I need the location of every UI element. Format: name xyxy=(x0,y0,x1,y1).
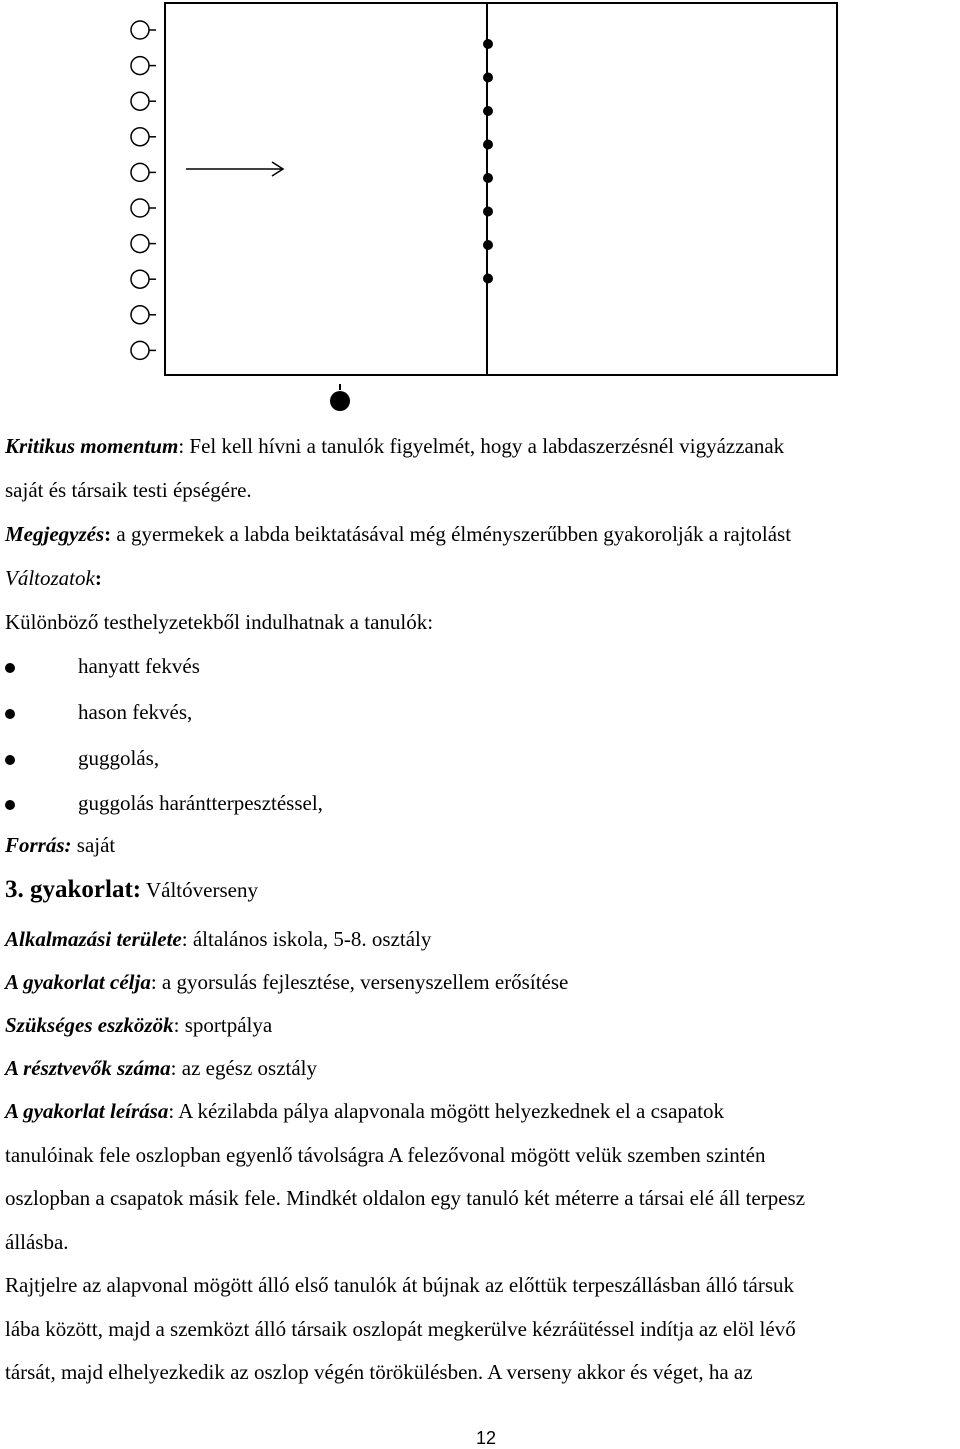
source-text: saját xyxy=(71,833,116,857)
note-text: a gyermekek a labda beiktatásával még élményszerűbben gyakorolják a rajtolást xyxy=(111,522,792,546)
source-label: Forrás: xyxy=(5,833,72,857)
left-player-marker xyxy=(131,306,156,324)
right-player-marker xyxy=(483,106,493,116)
variant-item: guggolás harántterpesztéssel, xyxy=(78,791,323,815)
left-player-marker xyxy=(131,163,156,181)
area-label: Alkalmazási területe xyxy=(5,927,182,951)
variants-intro: Különböző testhelyzetekből indulhatnak a tanulók: xyxy=(5,610,434,634)
bullet-icon xyxy=(5,755,15,765)
left-player-marker xyxy=(131,128,156,146)
variants-label: Változatok xyxy=(5,566,95,590)
left-player-marker xyxy=(131,199,156,217)
note-colon: : xyxy=(104,522,112,546)
source-line xyxy=(5,833,115,858)
right-player-marker xyxy=(483,240,493,250)
left-player-marker xyxy=(131,270,156,288)
paragraph-2-line-3: társát, majd elhelyezkedik az oszlop végén törökülésben. A verseny akkor és véget, ha az xyxy=(5,1360,753,1384)
description-line-1 xyxy=(5,1099,724,1124)
paragraph-2-line-1: Rajtjelre az alapvonal mögött álló első tanulók át bújnak az előttük terpeszállásban álló társuk xyxy=(5,1273,794,1297)
exercise-title: Váltóverseny xyxy=(141,878,258,902)
starter-player xyxy=(330,384,350,411)
note-line xyxy=(5,522,791,547)
left-player-marker xyxy=(131,21,156,39)
note-label: Megjegyzés xyxy=(5,522,105,546)
exercise-number: 3. gyakorlat: xyxy=(5,876,142,903)
field-diagram xyxy=(0,0,960,420)
right-player-marker xyxy=(483,173,493,183)
bullet-icon xyxy=(5,709,15,719)
left-player-marker xyxy=(131,92,156,110)
description-line-4: állásba. xyxy=(5,1230,69,1254)
right-player-marker xyxy=(483,39,493,49)
exercise-heading xyxy=(5,876,258,904)
participants-label: A résztvevők száma xyxy=(5,1056,171,1080)
bullet-icon xyxy=(5,663,15,673)
left-player-marker xyxy=(131,57,156,75)
critical-text-1: : Fel kell hívni a tanulók figyelmét, hogy a labdaszerzésnél vigyázzanak xyxy=(178,434,785,458)
variant-item: hanyatt fekvés xyxy=(78,654,200,678)
variants-heading xyxy=(5,566,102,591)
right-player-marker xyxy=(483,274,493,284)
bullet-icon xyxy=(5,800,15,810)
arrow-right-icon xyxy=(186,162,283,176)
critical-label: Kritikus momentum xyxy=(5,434,179,458)
tools-text: : sportpálya xyxy=(173,1013,273,1037)
field-boundary xyxy=(165,3,837,375)
goal-label: A gyakorlat célja xyxy=(5,970,151,994)
tools-label: Szükséges eszközök xyxy=(5,1013,174,1037)
description-text-1: : A kézilabda pálya alapvonala mögött helyezkednek el a csapatok xyxy=(168,1099,725,1123)
paragraph-2-line-2: lába között, majd a szemközt álló társaik oszlopát megkerülve kézráütéssel indítja az elöl lévő xyxy=(5,1317,796,1341)
description-line-3: oszlopban a csapatok másik fele. Mindkét oldalon egy tanuló két méterre a társai elé áll terpesz xyxy=(5,1186,806,1210)
participants-text: : az egész osztály xyxy=(170,1056,318,1080)
goal-text: : a gyorsulás fejlesztése, versenyszellem erősítése xyxy=(150,970,569,994)
left-player-column xyxy=(131,21,156,359)
variant-item: guggolás, xyxy=(78,746,160,770)
area-line xyxy=(5,927,431,952)
area-text: : általános iskola, 5-8. osztály xyxy=(181,927,432,951)
left-player-marker xyxy=(131,235,156,253)
variants-colon: : xyxy=(94,566,102,590)
description-line-2: tanulóinak fele oszlopban egyenlő távolságra A felezővonal mögött velük szemben szintén xyxy=(5,1143,766,1167)
critical-line-1 xyxy=(5,434,784,459)
variant-item: hason fekvés, xyxy=(78,700,193,724)
page-number: 12 xyxy=(475,1428,497,1448)
right-player-marker xyxy=(483,140,493,150)
goal-line xyxy=(5,970,568,995)
right-player-marker xyxy=(483,73,493,83)
right-player-marker xyxy=(483,207,493,217)
participants-line xyxy=(5,1056,317,1081)
description-label: A gyakorlat leírása xyxy=(5,1099,169,1123)
left-player-marker xyxy=(131,341,156,359)
tools-line xyxy=(5,1013,272,1038)
critical-line-2: saját és társaik testi épségére. xyxy=(5,478,252,502)
